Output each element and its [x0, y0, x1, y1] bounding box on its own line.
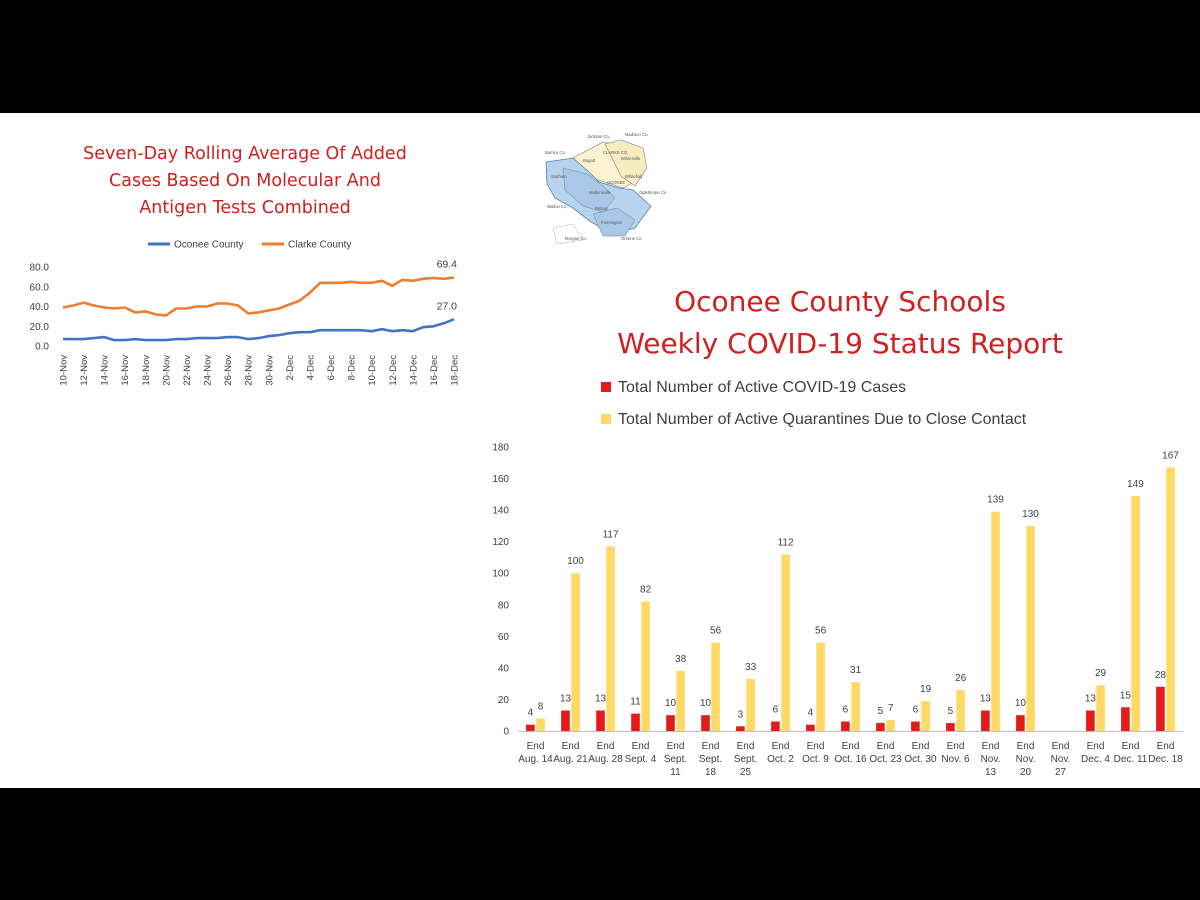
category-label: 18	[704, 767, 717, 778]
map-label: Watkinsville	[589, 190, 611, 195]
category-label: Aug. 21	[553, 754, 588, 765]
x-tick-label: 18-Dec	[449, 355, 461, 386]
category-label: Oct. 2	[767, 754, 794, 765]
x-tick-label: 14-Nov	[99, 355, 111, 386]
x-tick-label: 16-Dec	[428, 355, 440, 386]
data-label: 8	[537, 701, 544, 713]
category-label: End	[666, 741, 685, 752]
category-label: Oct. 9	[802, 754, 829, 765]
category-label: End	[1051, 741, 1070, 752]
y-tick-label: 60	[497, 631, 509, 643]
bar	[746, 679, 755, 731]
data-label: 3	[737, 709, 744, 721]
bar	[876, 723, 885, 731]
data-label: 15	[1119, 690, 1131, 702]
bar	[701, 715, 710, 731]
bar	[711, 643, 720, 731]
bar	[571, 573, 580, 731]
y-tick-label: 20	[497, 694, 509, 706]
series-line	[63, 319, 454, 340]
category-label: Nov.	[1015, 754, 1036, 765]
bar	[1166, 468, 1175, 732]
end-value-label: 27.0	[436, 300, 457, 313]
category-label: Oct. 23	[869, 754, 902, 765]
x-tick-label: 2-Dec	[284, 355, 296, 381]
map-label: Barrow Co.	[545, 150, 566, 155]
x-tick-label: 8-Dec	[346, 355, 358, 381]
category-label: 27	[1054, 767, 1067, 778]
bar	[606, 546, 615, 731]
bar	[991, 512, 1000, 731]
y-tick-label: 0.0	[35, 341, 49, 353]
legend-label: Oconee County	[174, 239, 244, 251]
data-label: 33	[745, 661, 757, 673]
category-label: End	[981, 741, 1000, 752]
x-tick-label: 30-Nov	[264, 355, 276, 386]
y-tick-label: 100	[492, 568, 509, 580]
bar-chart-title	[560, 281, 1120, 365]
category-label: Aug. 28	[588, 754, 623, 765]
category-label: Nov.	[980, 754, 1001, 765]
category-label: End	[596, 741, 615, 752]
category-label: Nov. 6	[941, 754, 970, 765]
map-label: Winterville	[621, 156, 641, 161]
x-tick-label: 18-Nov	[140, 355, 152, 386]
data-label: 6	[912, 704, 919, 716]
category-label: End	[1156, 741, 1175, 752]
x-tick-label: 6-Dec	[326, 355, 338, 381]
bar	[1156, 687, 1165, 731]
data-label: 10	[699, 698, 712, 710]
y-tick-label: 60.0	[29, 282, 49, 294]
x-tick-label: 24-Nov	[202, 355, 214, 386]
category-label: 13	[984, 767, 997, 778]
category-label: Sept. 4	[624, 754, 657, 765]
x-tick-label: 4-Dec	[305, 355, 317, 381]
bar	[816, 643, 825, 731]
y-tick-label: 120	[492, 537, 509, 549]
bar	[946, 723, 955, 731]
data-label: 31	[850, 665, 862, 677]
series-line	[63, 278, 454, 316]
category-label: End	[1016, 741, 1035, 752]
bar	[1016, 715, 1025, 731]
x-tick-label: 10-Dec	[367, 355, 379, 386]
x-tick-label: 12-Nov	[79, 355, 91, 386]
bar	[1131, 496, 1140, 731]
county-map	[543, 128, 668, 246]
data-label: 28	[1154, 669, 1166, 681]
data-label: 13	[979, 693, 991, 705]
x-tick-label: 14-Dec	[408, 355, 420, 386]
line-chart-title-line: Cases Based On Molecular And	[109, 171, 381, 191]
y-tick-label: 80.0	[29, 262, 49, 274]
map-label: Farmington	[601, 220, 623, 225]
bar	[886, 720, 895, 731]
legend-label: Total Number of Active Quarantines Due to Close Contact	[618, 411, 1027, 428]
data-label: 13	[559, 693, 572, 705]
data-label: 4	[807, 707, 814, 719]
data-label: 11	[630, 696, 641, 708]
bar	[526, 725, 535, 731]
category-label: Dec. 18	[1148, 754, 1183, 765]
category-label: End	[561, 741, 580, 752]
category-label: Sept.	[698, 754, 723, 765]
bar	[981, 711, 990, 732]
y-tick-label: 0	[503, 726, 509, 738]
category-label: 25	[739, 767, 752, 778]
bar-chart-title-line: Weekly COVID-19 Status Report	[617, 327, 1063, 360]
legend-label: Clarke County	[288, 239, 352, 251]
map-label: Madison Co.	[625, 132, 649, 137]
bar	[1026, 526, 1035, 731]
data-label: 10	[1014, 698, 1026, 710]
bar-chart-title-line: Oconee County Schools	[674, 285, 1006, 318]
data-label: 7	[887, 703, 894, 714]
map-label: Greene Co.	[621, 236, 643, 241]
end-value-label: 69.4	[436, 258, 457, 271]
x-tick-label: 10-Nov	[58, 355, 70, 386]
map-label: Jackson Co.	[587, 134, 611, 139]
line-chart-title-line: Antigen Tests Combined	[139, 198, 351, 218]
data-label: 19	[920, 684, 932, 695]
data-label: 13	[1084, 693, 1096, 705]
data-label: 130	[1022, 508, 1039, 520]
data-label: 5	[877, 706, 884, 718]
category-label: Sept.	[733, 754, 758, 765]
bar	[911, 722, 920, 732]
report-canvas	[0, 113, 1200, 788]
data-label: 38	[675, 654, 687, 665]
x-tick-label: 26-Nov	[223, 355, 235, 386]
y-tick-label: 140	[492, 505, 509, 517]
y-tick-label: 20.0	[29, 321, 49, 333]
bar	[641, 602, 650, 731]
category-label: Aug. 14	[518, 754, 553, 765]
legend-swatch	[601, 414, 611, 424]
map-label: Oglethorpe Co.	[639, 190, 668, 195]
bar	[806, 725, 815, 731]
x-tick-label: 28-Nov	[243, 355, 255, 386]
legend-label: Total Number of Active COVID-19 Cases	[618, 379, 907, 396]
bar	[596, 711, 605, 732]
map-label: Bishop	[595, 206, 608, 211]
category-label: End	[771, 741, 790, 752]
x-tick-label: 20-Nov	[161, 355, 173, 386]
bar	[1086, 711, 1095, 732]
map-label: Walton Co.	[547, 204, 568, 209]
bar	[536, 718, 545, 731]
category-label: Nov.	[1050, 754, 1071, 765]
data-label: 13	[594, 693, 607, 705]
bar	[676, 671, 685, 731]
data-label: 26	[955, 673, 967, 684]
data-label: 4	[527, 707, 534, 719]
line-chart-title	[40, 141, 450, 222]
data-label: 139	[987, 494, 1004, 506]
y-tick-label: 80	[497, 600, 509, 612]
category-label: Dec. 4	[1081, 754, 1110, 765]
line-chart-title-line: Seven-Day Rolling Average Of Added	[83, 144, 407, 164]
bar	[851, 682, 860, 731]
data-label: 56	[710, 625, 722, 637]
bar	[561, 711, 570, 732]
category-label: Dec. 11	[1113, 754, 1148, 765]
category-label: End	[876, 741, 895, 752]
bar	[841, 722, 850, 732]
category-label: 11	[670, 767, 681, 778]
category-label: End	[526, 741, 545, 752]
map-label: Whitehall	[625, 174, 643, 179]
y-tick-label: 40.0	[29, 302, 49, 313]
bar	[736, 726, 745, 731]
map-label: Morgan Co.	[565, 236, 587, 241]
bar	[1121, 707, 1130, 731]
category-label: End	[841, 741, 860, 752]
category-label: 20	[1019, 767, 1032, 778]
category-label: Oct. 30	[904, 754, 937, 765]
category-label: End	[701, 741, 720, 752]
bar	[1096, 685, 1105, 731]
data-label: 100	[567, 556, 584, 568]
category-label: End	[1086, 741, 1105, 752]
legend-swatch	[601, 382, 611, 392]
data-label: 112	[777, 537, 794, 549]
category-label: End	[911, 741, 930, 752]
category-label: End	[1121, 741, 1140, 752]
category-label: End	[946, 741, 965, 752]
y-tick-label: 180	[492, 442, 509, 454]
y-tick-label: 160	[492, 474, 509, 486]
category-label: End	[806, 741, 825, 752]
bar	[666, 715, 675, 731]
x-tick-label: 22-Nov	[181, 355, 193, 386]
bar	[956, 690, 965, 731]
data-label: 10	[664, 698, 677, 710]
map-label: OCONEE	[607, 180, 626, 185]
data-label: 149	[1127, 478, 1144, 490]
data-label: 29	[1094, 668, 1107, 680]
bar	[921, 701, 930, 731]
map-label: Statham	[551, 174, 567, 179]
bar	[771, 722, 780, 732]
data-label: 82	[640, 584, 652, 596]
x-tick-label: 12-Dec	[387, 355, 399, 386]
data-label: 6	[772, 704, 779, 716]
line-chart	[0, 223, 480, 403]
data-label: 6	[842, 704, 849, 716]
category-label: End	[736, 741, 755, 752]
bar-chart	[470, 371, 1200, 788]
bar	[631, 714, 640, 731]
data-label: 56	[815, 625, 827, 637]
category-label: Sept.	[663, 754, 688, 765]
map-label: CLARKE CO.	[603, 150, 629, 155]
x-tick-label: 16-Nov	[120, 355, 132, 386]
bar	[781, 554, 790, 731]
data-label: 5	[947, 706, 954, 718]
data-label: 167	[1162, 450, 1179, 462]
category-label: End	[631, 741, 650, 752]
map-label: Bogart	[583, 158, 596, 163]
y-tick-label: 40	[497, 663, 509, 675]
category-label: Oct. 16	[834, 754, 867, 765]
data-label: 117	[602, 529, 619, 541]
